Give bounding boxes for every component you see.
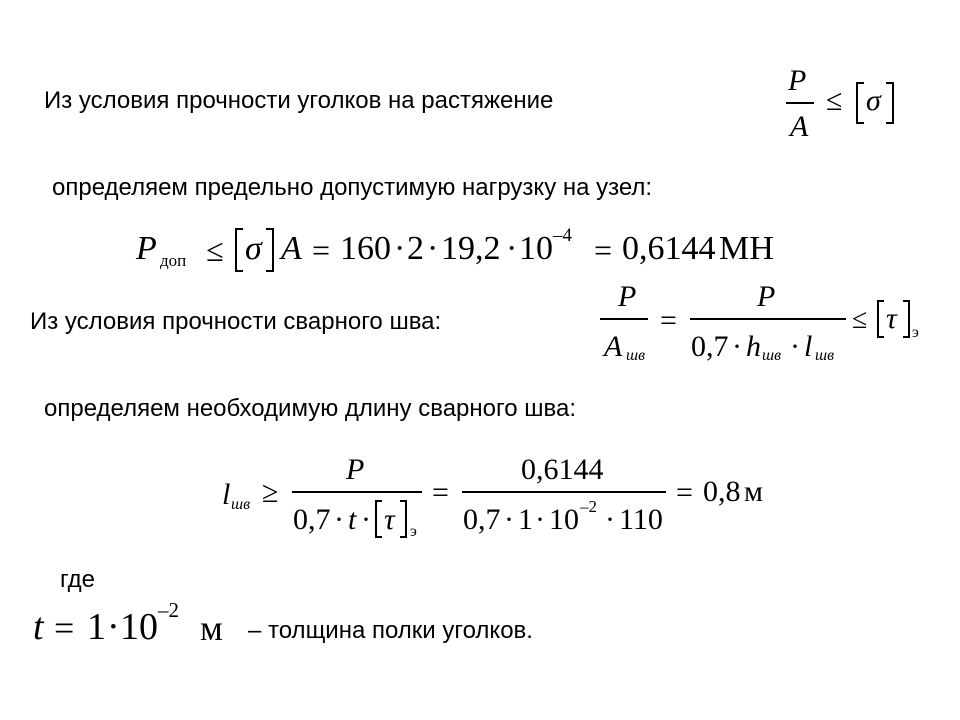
f1-fraction-bar (786, 102, 814, 104)
f2-result: 0,6144 (622, 230, 716, 267)
f4-result: 0,8 (703, 475, 741, 508)
f4-dot1: · (334, 503, 344, 536)
f4-tau-sub: э (410, 523, 417, 540)
f4-bar1 (292, 491, 422, 493)
f1-sigma: σ (866, 84, 881, 117)
where-label: где (60, 566, 96, 593)
f4-geq: ≥ (262, 476, 279, 509)
intro-line-3: Из условия прочности сварного шва: (30, 308, 442, 335)
thickness-description: – толщина полки уголков. (248, 617, 533, 644)
f3-den1-sub: шв (626, 347, 646, 364)
f5-eq: = (54, 608, 75, 648)
f4-dot5: · (605, 503, 615, 536)
f1-bracket-left (856, 82, 864, 124)
intro-line-1: Из условия прочности уголков на растяжение (44, 87, 554, 114)
f3-bracket-left (877, 300, 884, 338)
f4-eq1: = (432, 476, 449, 509)
f3-h: h (746, 330, 761, 363)
f2-n2: 2 (407, 230, 424, 267)
f3-dot1: · (732, 330, 742, 363)
f4-bracket-left (375, 500, 382, 538)
f2-bracket-left (235, 228, 243, 272)
f2-A: A (281, 230, 302, 267)
f2-P: P (136, 230, 157, 267)
f1-leq: ≤ (826, 84, 843, 117)
f4-dot2: · (361, 503, 371, 536)
f4-eq2: = (676, 476, 693, 509)
f5-dot: · (107, 606, 120, 648)
f2-ten: 10 (519, 230, 553, 267)
f4-one: 1 (518, 503, 533, 536)
f3-bar1 (600, 318, 648, 320)
f3-tau: τ (886, 302, 897, 335)
f4-num2: 0,6144 (521, 453, 604, 486)
f3-bracket-right (903, 300, 910, 338)
f5-ten: 10 (120, 606, 158, 648)
f3-l-sub: шв (815, 347, 835, 364)
f2-n3: 19,2 (441, 230, 501, 267)
f2-dot3: · (506, 230, 518, 267)
f2-sub: доп (160, 251, 187, 270)
f4-l: l (222, 478, 231, 511)
f4-c2: 0,7 (463, 503, 501, 536)
f4-unit: м (744, 475, 763, 508)
f4-dot3: · (504, 503, 514, 536)
f2-unit: МН (719, 230, 774, 267)
f2-leq: ≤ (206, 232, 224, 268)
f4-exp: –2 (580, 497, 597, 516)
f3-leq: ≤ (852, 304, 868, 335)
f4-c1: 0,7 (293, 503, 331, 536)
f4-l-sub: шв (231, 496, 251, 513)
f2-n1: 160 (340, 230, 391, 267)
f2-dot2: · (427, 230, 439, 267)
f2-eq2: = (594, 232, 613, 268)
f1-denominator: A (790, 110, 809, 143)
f3-num2: P (757, 280, 776, 313)
f2-dot1: · (394, 230, 406, 267)
f5-exp: –2 (158, 598, 179, 622)
f3-num1: P (618, 280, 637, 313)
f4-n110: 110 (619, 503, 663, 536)
f2-sigma: σ (245, 230, 262, 267)
f5-one: 1 (87, 606, 106, 648)
f3-den1-A: A (604, 330, 623, 363)
f4-num1: P (346, 453, 365, 486)
f2-exp: –4 (553, 225, 572, 246)
f4-t: t (348, 503, 357, 536)
f4-dot4: · (535, 503, 545, 536)
f4-tau: τ (384, 503, 395, 536)
f5-unit: м (200, 608, 223, 648)
f3-c: 0,7 (691, 330, 729, 363)
f1-bracket-right (886, 82, 894, 124)
f3-bar2 (690, 318, 846, 320)
intro-line-4: определяем необходимую длину сварного шва: (44, 395, 576, 422)
f3-tau-sub: э (912, 324, 919, 341)
f4-bracket-right (400, 500, 407, 538)
f3-eq: = (660, 304, 677, 337)
f1-numerator: P (788, 64, 807, 97)
f4-ten: 10 (549, 503, 579, 536)
f3-l: l (804, 330, 813, 363)
f2-eq1: = (312, 232, 331, 268)
f2-bracket-right (266, 228, 274, 272)
intro-line-2: определяем предельно допустимую нагрузку на узел: (52, 174, 653, 201)
f3-dot2: · (790, 330, 800, 363)
f3-h-sub: шв (762, 347, 782, 364)
f4-bar2 (462, 491, 666, 493)
f5-t: t (33, 606, 44, 648)
